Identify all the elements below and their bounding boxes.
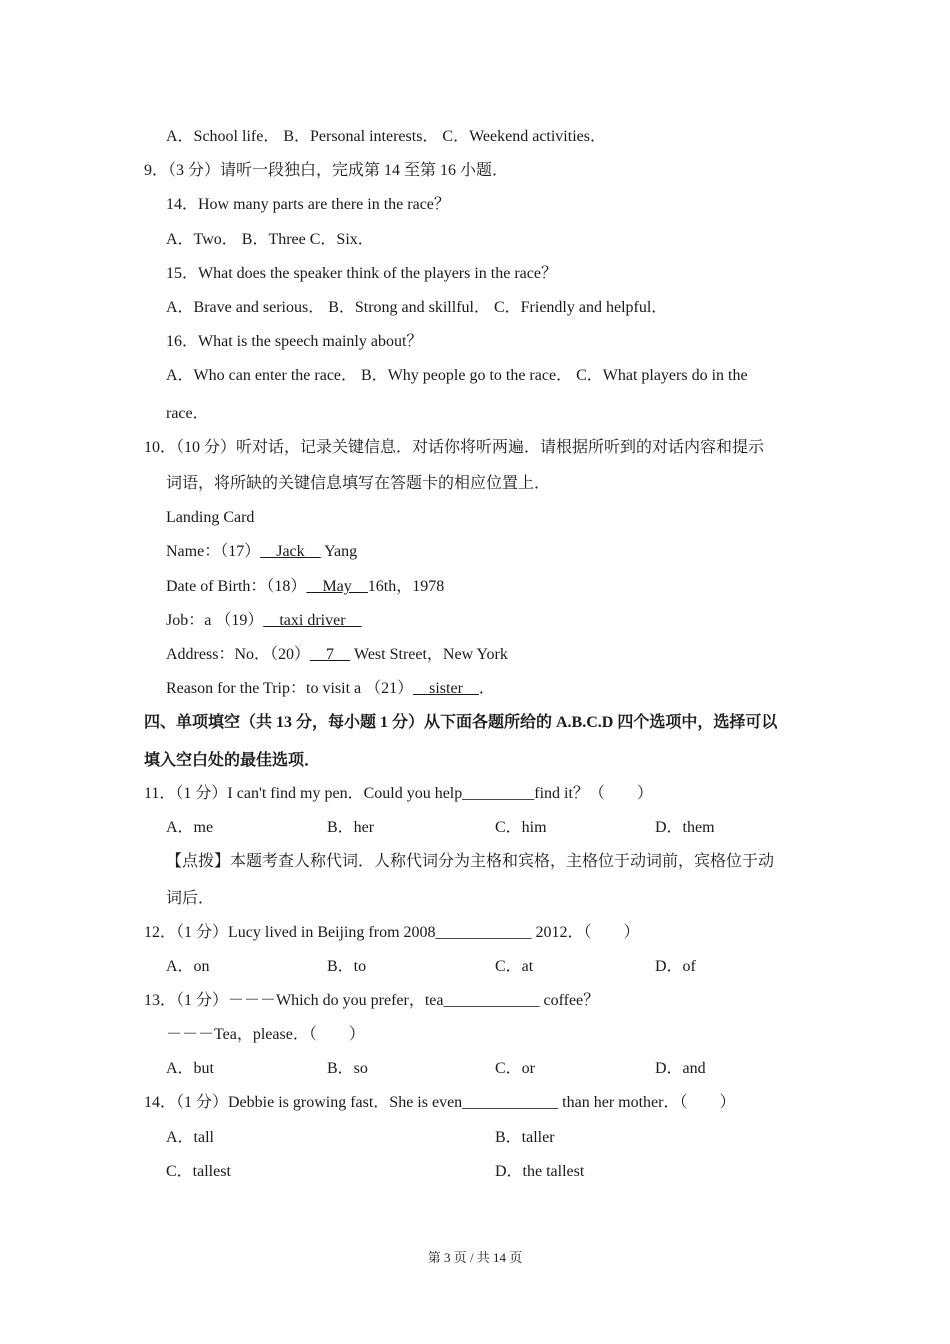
- q13-stem: 13．（1 分）－－－Which do you prefer，tea____________ coffee？: [144, 992, 600, 1009]
- q14-stem: 14．（1 分）Debbie is growing fast．She is even____________ than her mother．（ ）: [144, 1094, 736, 1111]
- job-answer: __taxi driver__: [263, 612, 362, 629]
- reason-answer: __sister__: [413, 680, 479, 697]
- name-answer: __Jack__: [260, 543, 321, 560]
- q8-options: A．School life． B．Personal interests． C．Weekend activities．: [166, 128, 606, 145]
- q13-option-c: C．or: [495, 1060, 536, 1077]
- q14-listening-options: A．Two． B．Three C．Six．: [166, 231, 374, 248]
- q15-listening-question: 15．What does the speaker think of the players in the race？: [166, 265, 557, 282]
- q12-option-a: A．on: [166, 958, 210, 975]
- q9-header: 9．（3 分）请听一段独白，完成第 14 至第 16 小题．: [144, 162, 509, 179]
- q11-stem: 11．（1 分）I can't find my pen．Could you help_________find it？（ ）: [144, 785, 653, 802]
- q14-option-b: B．taller: [495, 1129, 555, 1146]
- q13-reply: －－－Tea，please．（ ）: [166, 1026, 365, 1043]
- q14-listening-question: 14．How many parts are there in the race？: [166, 196, 450, 213]
- q13-option-a: A．but: [166, 1060, 215, 1077]
- reason-suffix: ．: [478, 680, 495, 697]
- address-answer: __7__: [310, 646, 350, 663]
- q11-option-b: B．her: [327, 819, 375, 836]
- q12-option-b: B．to: [327, 958, 367, 975]
- q13-option-d: D．and: [655, 1060, 706, 1077]
- reason-label: Reason for the Trip：to visit a （21）: [166, 680, 414, 697]
- q14-option-c: C．tallest: [166, 1163, 231, 1180]
- q11-option-a: A．me: [166, 819, 214, 836]
- q11-option-d: D．them: [655, 819, 715, 836]
- q11-hint: 【点拨】本题考查人称代词．人称代词分为主格和宾格，主格位于动词前，宾格位于动: [166, 853, 775, 870]
- section-4-heading: 四、单项填空（共 13 分，每小题 1 分）从下面各题所给的 A.B.C.D 四个选项中，选择可以: [144, 714, 778, 731]
- q13-option-b: B．so: [327, 1060, 368, 1077]
- landing-card-reason: [166, 679, 495, 699]
- landing-card-dob: [166, 577, 444, 597]
- q10-header-cont: 词语，将所缺的关键信息填写在答题卡的相应位置上．: [166, 475, 551, 492]
- q16-listening-options: A．Who can enter the race． B．Why people go to the race． C．What players do in the: [166, 367, 748, 384]
- dob-suffix: 16th，1978: [367, 578, 445, 595]
- name-suffix: Yang: [320, 543, 358, 560]
- q12-stem: 12．（1 分）Lucy lived in Beijing from 2008____________ 2012．（ ）: [144, 924, 640, 941]
- q16-listening-question: 16．What is the speech mainly about？: [166, 333, 423, 350]
- dob-answer: __May__: [306, 578, 368, 595]
- q16-listening-options-cont: race．: [166, 405, 209, 422]
- q14-option-d: D．the tallest: [495, 1163, 585, 1180]
- q12-option-d: D．of: [655, 958, 696, 975]
- address-suffix: West Street，New York: [350, 646, 508, 663]
- landing-card-title: Landing Card: [166, 509, 255, 526]
- job-label: Job：a （19）: [166, 612, 264, 629]
- q12-option-c: C．at: [495, 958, 534, 975]
- q11-option-c: C．him: [495, 819, 547, 836]
- section-4-heading-cont: 填入空白处的最佳选项．: [144, 752, 321, 769]
- q14-option-a: A．tall: [166, 1129, 214, 1146]
- q15-listening-options: A．Brave and serious． B．Strong and skillful． C．Friendly and helpful．: [166, 299, 668, 316]
- landing-card-name: [166, 542, 357, 562]
- q10-header: 10．（10 分）听对话，记录关键信息．对话你将听两遍．请根据所听到的对话内容和提示: [144, 439, 765, 456]
- page-footer: 第 3 页 / 共 14 页: [427, 1250, 523, 1265]
- address-label: Address：No．（20）: [166, 646, 310, 663]
- name-label: Name：（17）: [166, 543, 261, 560]
- landing-card-address: [166, 645, 508, 665]
- landing-card-job: [166, 611, 362, 631]
- q11-hint-cont: 词后．: [166, 890, 215, 907]
- dob-label: Date of Birth：（18）: [166, 578, 307, 595]
